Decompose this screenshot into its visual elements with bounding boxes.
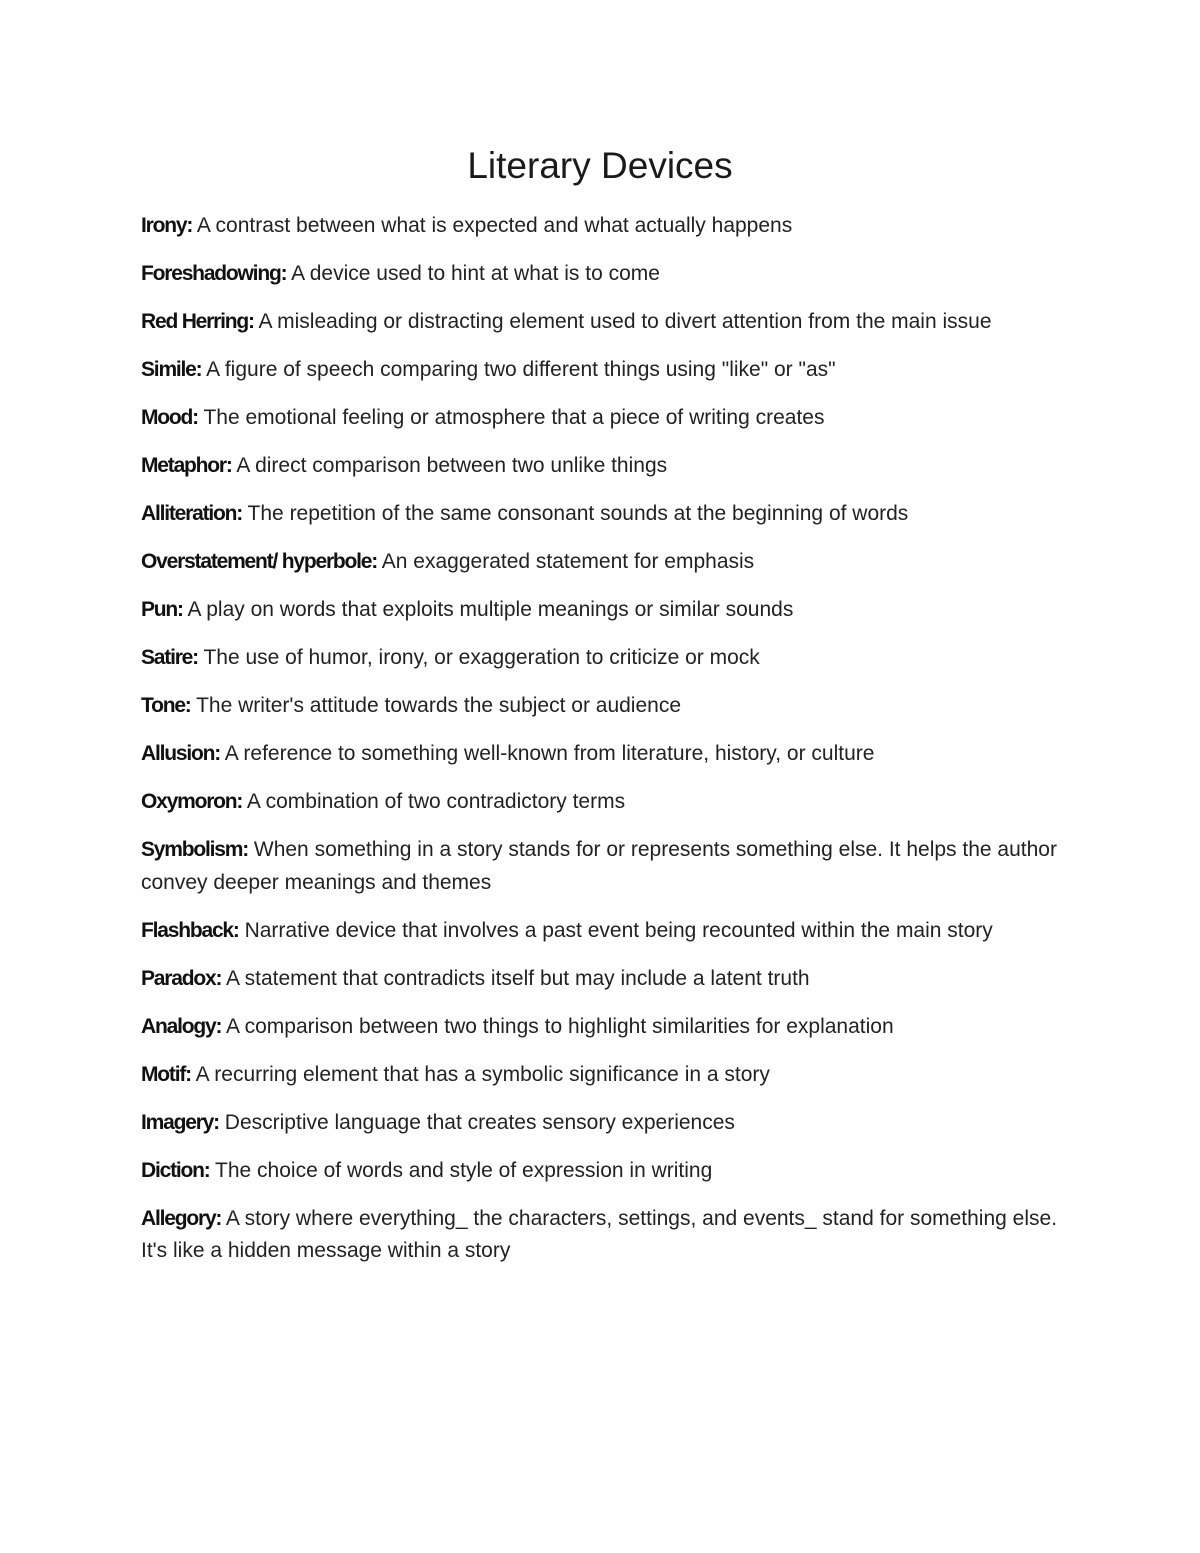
- device-list: [141, 210, 1076, 1283]
- list-item: [141, 915, 1076, 948]
- term: Alliteration:: [141, 502, 243, 525]
- list-item: [141, 963, 1076, 996]
- definition: The emotional feeling or atmosphere that a piece of writing creates: [203, 406, 825, 429]
- list-item: [141, 1107, 1076, 1140]
- term: Allegory:: [141, 1206, 222, 1230]
- definition: Narrative device that involves a past event being recounted within the main story: [244, 918, 993, 942]
- page-title: Literary Devices: [467, 145, 733, 186]
- term: Satire:: [141, 646, 198, 669]
- term: Foreshadowing:: [141, 262, 287, 285]
- definition: The writer's attitude towards the subject or audience: [196, 694, 682, 717]
- term: Mood:: [141, 406, 198, 429]
- list-item: [141, 690, 1076, 723]
- list-item: [141, 402, 1076, 435]
- definition: When something in a story stands for or represents something else. It helps the author convey deeper meanings and themes: [141, 838, 1057, 894]
- list-item: [141, 546, 1076, 579]
- definition: A misleading or distracting element used to divert attention from the main issue: [258, 310, 992, 333]
- definition: A figure of speech comparing two different things using "like" or "as": [206, 358, 836, 381]
- list-item: [141, 498, 1076, 531]
- term: Simile:: [141, 358, 202, 381]
- term: Flashback:: [141, 918, 239, 942]
- term: Paradox:: [141, 966, 222, 990]
- list-item: [141, 1011, 1076, 1044]
- definition: The use of humor, irony, or exaggeration to criticize or mock: [203, 646, 760, 669]
- definition: A contrast between what is expected and what actually happens: [196, 214, 793, 237]
- definition: A direct comparison between two unlike things: [236, 454, 668, 477]
- definition: A combination of two contradictory terms: [246, 790, 626, 813]
- list-item: [141, 1203, 1076, 1268]
- term: Diction:: [141, 1158, 210, 1182]
- definition: A comparison between two things to highlight similarities for explanation: [225, 1014, 894, 1038]
- term: Pun:: [141, 598, 183, 621]
- list-item: [141, 306, 1076, 339]
- term: Overstatement/ hyperbole:: [141, 550, 378, 573]
- definition: Descriptive language that creates sensory experiences: [224, 1110, 735, 1134]
- term: Oxymoron:: [141, 790, 243, 813]
- term: Symbolism:: [141, 838, 249, 861]
- term: Motif:: [141, 1062, 191, 1086]
- term: Irony:: [141, 214, 193, 237]
- list-item: [141, 594, 1076, 627]
- list-item: [141, 1059, 1076, 1092]
- definition: A story where everything_ the characters, settings, and events_ stand for something else. It's like a hidden message within a story: [141, 1206, 1058, 1262]
- definition: The choice of words and style of expression in writing: [215, 1158, 713, 1182]
- term: Analogy:: [141, 1014, 222, 1038]
- definition: An exaggerated statement for emphasis: [381, 550, 755, 573]
- list-item: [141, 786, 1076, 819]
- definition: The repetition of the same consonant sounds at the beginning of words: [247, 502, 909, 525]
- list-item: [141, 354, 1076, 387]
- definition: A statement that contradicts itself but may include a latent truth: [225, 966, 810, 990]
- list-item: [141, 1155, 1076, 1188]
- definition: A device used to hint at what is to come: [291, 262, 660, 285]
- list-item: [141, 258, 1076, 291]
- term: Metaphor:: [141, 454, 232, 477]
- term: Red Herring:: [141, 310, 254, 333]
- list-item: [141, 738, 1076, 771]
- term: Tone:: [141, 694, 191, 717]
- list-item: [141, 834, 1076, 899]
- list-item: [141, 642, 1076, 675]
- definition: A play on words that exploits multiple meanings or similar sounds: [187, 598, 794, 621]
- list-item: [141, 450, 1076, 483]
- list-item: [141, 210, 1076, 243]
- definition: A reference to something well-known from literature, history, or culture: [224, 742, 875, 765]
- term: Imagery:: [141, 1110, 219, 1134]
- term: Allusion:: [141, 742, 221, 765]
- definition: A recurring element that has a symbolic significance in a story: [195, 1062, 770, 1086]
